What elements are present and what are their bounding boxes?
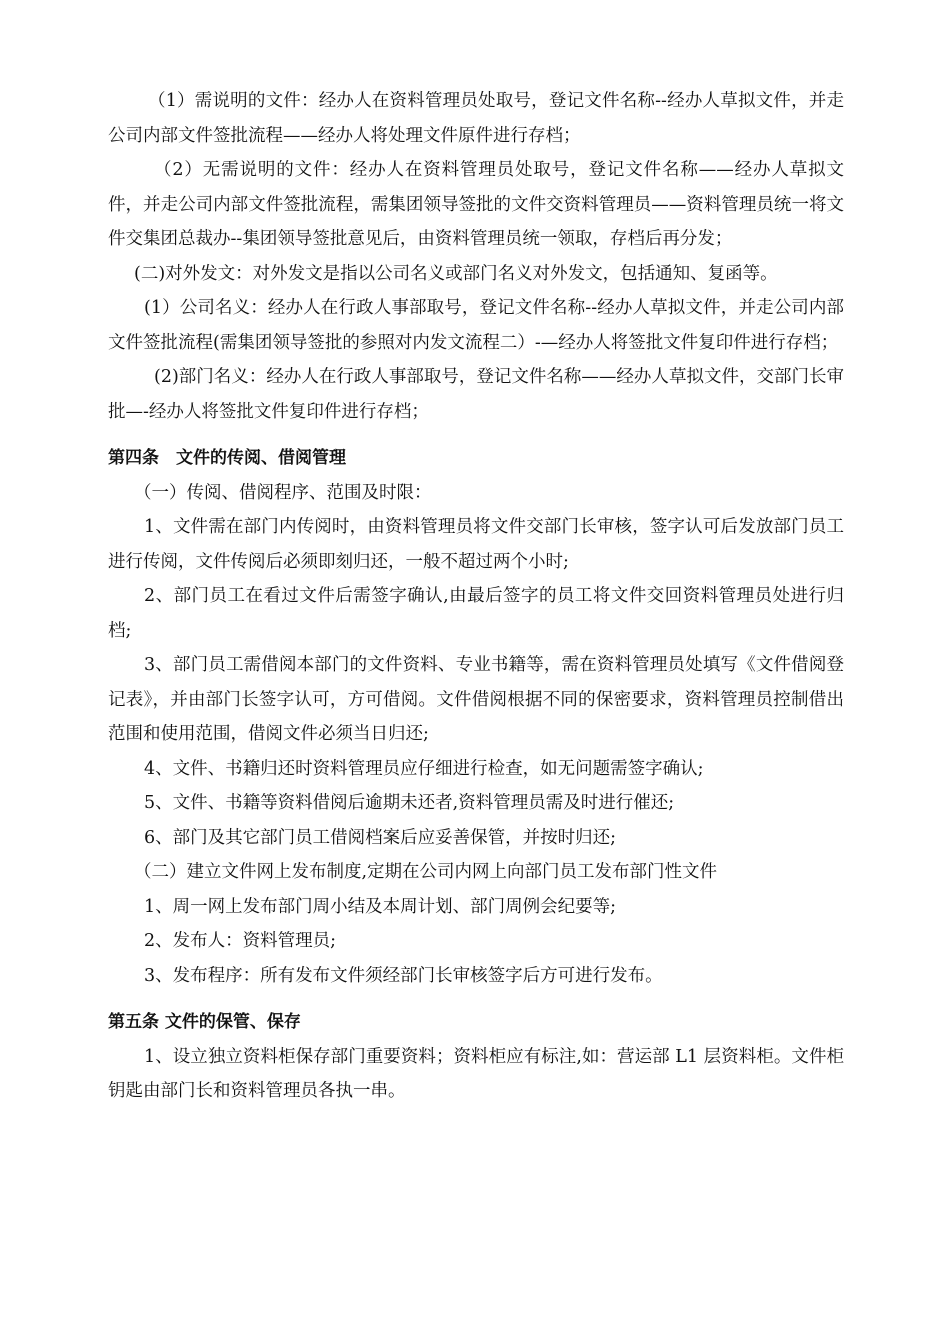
paragraph-external-dispatch: (二)对外发文：对外发文是指以公司名义或部门名义对外发文，包括通知、复函等。 — [134, 263, 778, 284]
article5-heading: 第五条 文件的保管、保存 — [108, 1012, 301, 1032]
article4-item4: 4、文件、书籍归还时资料管理员应仔细进行检查，如无问题需签字确认; — [144, 758, 704, 779]
article4-item6: 6、部门及其它部门员工借阅档案后应妥善保管，并按时归还; — [144, 827, 617, 848]
article4-item1: 1、文件需在部门内传阅时，由资料管理员将文件交部门长审核，签字认可后发放部门员工进行传阅，文件传阅后必须即刻归还，一般不超过两个小时; — [108, 517, 844, 572]
article4-item3: 3、部门员工需借阅本部门的文件资料、专业书籍等，需在资料管理员处填写《文件借阅登记表》，并由部门长签字认可，方可借阅。文件借阅根据不同的保密要求，资料管理员控制借出范围和使用范围，借阅文件必须当日归还; — [108, 655, 844, 744]
article4-section1: （一）传阅、借阅程序、范围及时限： — [134, 482, 432, 503]
paragraph-internal-doc-without-note: （2）无需说明的文件：经办人在资料管理员处取号，登记文件名称——经办人草拟文件，并走公司内部文件签批流程，需集团领导签批的文件交资料管理员——资料管理员统一将文件交集团总裁办--集团领导签批意见后，由资料管理员统一领取，存档后再分发； — [108, 160, 844, 249]
paragraph-department-name-dispatch: (2)部门名义：经办人在行政人事部取号，登记文件名称——经办人草拟文件，交部门长审批—-经办人将签批文件复印件进行存档； — [108, 367, 844, 422]
paragraph-company-name-dispatch: (1）公司名义：经办人在行政人事部取号，登记文件名称--经办人草拟文件，并走公司内部文件签批流程(需集团领导签批的参照对内发文流程二）-—经办人将签批文件复印件进行存档； — [108, 298, 844, 353]
document-body — [108, 84, 844, 1109]
article4-publish-item3: 3、发布程序：所有发布文件须经部门长审核签字后方可进行发布。 — [144, 965, 663, 986]
article4-publish-item1: 1、周一网上发布部门周小结及本周计划、部门周例会纪要等; — [144, 896, 617, 917]
article4-publish-item2: 2、发布人：资料管理员; — [144, 931, 337, 951]
article4-heading: 第四条 文件的传阅、借阅管理 — [108, 448, 346, 468]
article4-section2: （二）建立文件网上发布制度,定期在公司内网上向部门员工发布部门性文件 — [134, 862, 718, 882]
article4-item5: 5、文件、书籍等资料借阅后逾期未还者,资料管理员需及时进行催还; — [144, 793, 675, 813]
paragraph-internal-doc-with-note: （1）需说明的文件：经办人在资料管理员处取号，登记文件名称--经办人草拟文件，并走公司内部文件签批流程——经办人将处理文件原件进行存档； — [108, 91, 844, 146]
article4-item2: 2、部门员工在看过文件后需签字确认,由最后签字的员工将文件交回资料管理员处进行归档; — [108, 586, 844, 641]
article5-item1: 1、设立独立资料柜保存部门重要资料；资料柜应有标注,如：营运部 L1 层资料柜。文件柜钥匙由部门长和资料管理员各执一串。 — [108, 1046, 844, 1101]
